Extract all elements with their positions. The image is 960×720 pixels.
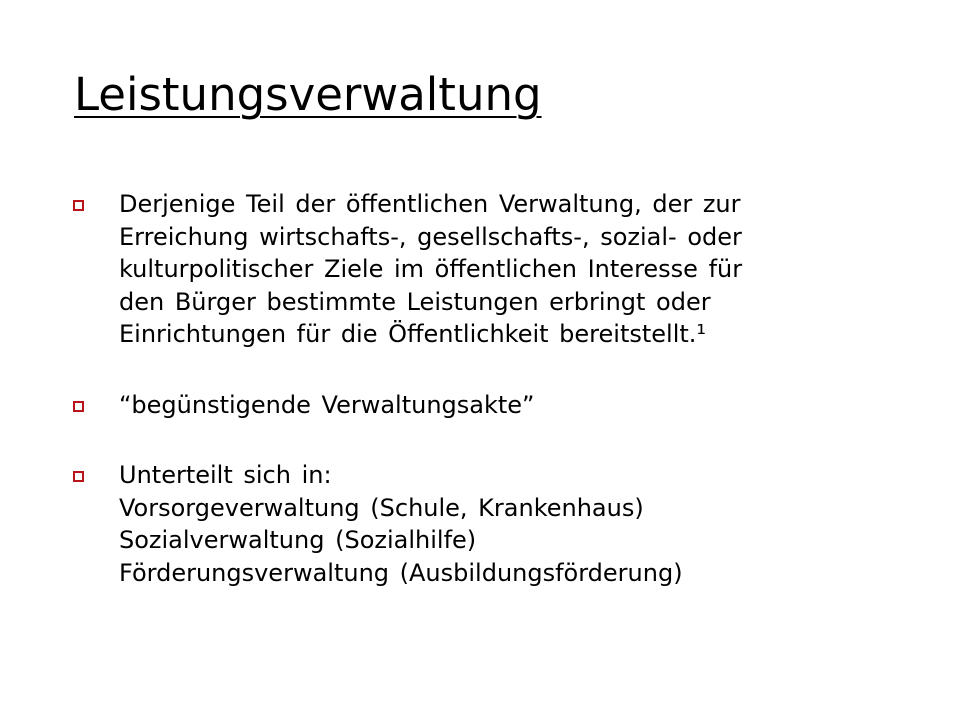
bullet-text-line: Einrichtungen für die Öffentlichkeit bereitstellt.¹ [119,320,707,348]
bullet-text-line: “begünstigende Verwaltungsakte” [119,390,535,419]
bullet-item-verwaltungsakte [70,389,870,422]
bullet-text-line: Sozialverwaltung (Sozialhilfe) [119,526,477,554]
slide-title: Leistungsverwaltung [74,68,542,121]
bullet-item-definition [70,188,870,351]
hollow-square-bullet-icon [73,401,84,412]
bullet-text-line: Unterteilt sich in: [119,461,332,489]
hollow-square-bullet-icon [73,200,84,211]
bullet-text-line: kulturpolitischer Ziele im öffentlichen Interesse für [119,255,743,283]
bullet-text-line: Derjenige Teil der öffentlichen Verwaltung, der zur [119,190,741,218]
bullet-text-line: Erreichung wirtschafts-, gesellschafts-, sozial- oder [119,222,742,251]
bullet-item-unterteilung [70,459,870,589]
bullet-list [70,188,870,589]
bullet-text-line: Vorsorgeverwaltung (Schule, Krankenhaus) [119,493,644,522]
hollow-square-bullet-icon [73,471,84,482]
bullet-text-line: Förderungsverwaltung (Ausbildungsförderung) [119,558,683,587]
bullet-text-line: den Bürger bestimmte Leistungen erbringt oder [119,287,711,316]
